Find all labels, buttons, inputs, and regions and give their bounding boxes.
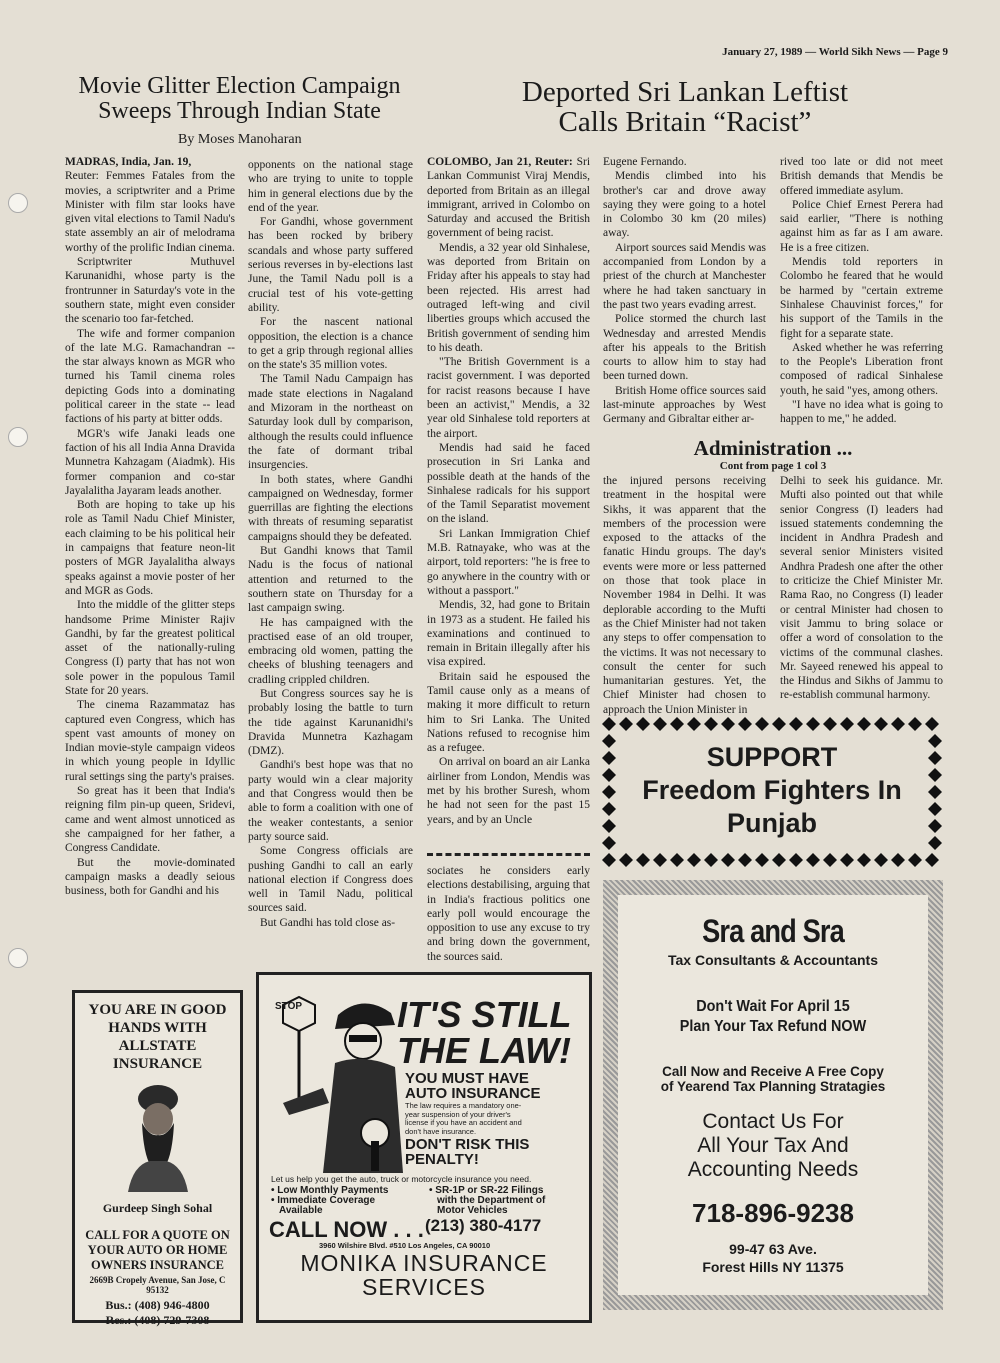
- ad-warning: DON'T RISK THIS PENALTY!: [405, 1136, 530, 1168]
- article-column: [780, 155, 943, 427]
- border-diamond: [823, 853, 837, 867]
- binder-hole: [8, 948, 28, 968]
- border-diamond: [874, 717, 888, 731]
- paragraph: For the nascent national opposition, the election is a chance to get a grip through regional allies on the state's 35 million votes.: [248, 316, 413, 372]
- paragraph: But Gandhi has told close as-: [260, 916, 396, 929]
- paragraph: Scriptwriter Muthuvel Karunanidhi, whose party is the frontrunner in Saturday's vote in the southern state, might even consider the scenario too far-fetched.: [65, 256, 235, 326]
- paragraph: The Tamil Nadu Campaign has made state elections in Nagaland and Mizoram in the northeast on Saturday look dull by comparison, although the results could influence the fate of dormant tribal insurgencies.: [248, 373, 413, 472]
- paragraph: Gandhi's best hope was that no party would win a clear majority and that Congress would then be able to form a coalition with one of the weaker contestants, a senior party source said.: [248, 759, 413, 843]
- paragraph: Police Chief Ernest Perera had said earlier, "There is nothing against him as far as I am aware. He is a free citizen.: [780, 198, 943, 254]
- dateline: COLOMBO, Jan 21, Reuter:: [427, 156, 573, 168]
- border-diamond: [874, 853, 888, 867]
- paragraph: Asked whether he was referring to the People's Liberation front composed of radical Sinhalese youth, he said "yes, among others.: [780, 341, 943, 397]
- border-diamond: [928, 819, 942, 833]
- paragraph: But Congress sources say he is probably losing the battle to turn the tide against Karunanidhi's Dravida Munnetra Kazhagam (DMZ).: [248, 687, 413, 758]
- border-diamond: [687, 853, 701, 867]
- border-diamond: [653, 717, 667, 731]
- article-column: [248, 158, 413, 930]
- border-diamond: [908, 717, 922, 731]
- border-diamond: [602, 836, 616, 850]
- paragraph: So great has it been that India's reigning film pin-up queen, Sridevi, came and went almost unnoticed as she campaigned for her father, a Congress Candidate.: [65, 785, 235, 855]
- support-line: Freedom Fighters In: [642, 775, 902, 805]
- promo-line: Plan Your Tax Refund NOW: [679, 1018, 867, 1035]
- support-line: SUPPORT: [706, 742, 838, 772]
- paragraph: But Gandhi knows that Tamil Nadu is the focus of national attention and returned to the southern state on Thursday for a last campaign swing.: [248, 545, 413, 615]
- company-name: MONIKA INSURANCE SERVICES: [300, 1250, 548, 1300]
- border-diamond: [602, 717, 616, 731]
- paragraph: opponents on the national stage who are trying to unite to topple him in general elections due by the end of the year.: [248, 159, 413, 214]
- offer-line: of Yearend Tax Planning Stratagies: [660, 1079, 886, 1094]
- binder-hole: [8, 193, 28, 213]
- border-diamond: [891, 853, 905, 867]
- article-continuation: [427, 864, 590, 964]
- paragraph: MGR's wife Janaki leads one faction of his all India Anna Dravida Munnetra Kahzagam (Aiadmk). His former companion and co-star Jayalalitha Jayaram leads another.: [65, 427, 235, 497]
- border-diamond: [857, 717, 871, 731]
- border-diamond: [602, 785, 616, 799]
- border-diamond: [928, 734, 942, 748]
- border-diamond: [840, 853, 854, 867]
- border-diamond: [928, 802, 942, 816]
- paragraph: Mendis climbed into his brother's car and drove away saying they were going to a hotel in Colombo 30 km (20 miles) away.: [603, 170, 766, 240]
- paragraph: Into the middle of the glitter steps handsome Prime Minister Rajiv Gandhi, by far the greatest political asset of the nationally-ruling Congress (I) party that has not won sole power in the populous Tamil State for 20 years.: [65, 599, 235, 697]
- border-diamond: [704, 853, 718, 867]
- running-head: January 27, 1989 — World Sikh News — Page 9: [722, 46, 948, 58]
- border-diamond: [653, 853, 667, 867]
- continued-from: Cont from page 1 col 3: [719, 460, 827, 472]
- paragraph: Airport sources said Mendis was accompanied from London by a priest of the church at Manchester where he had taken sanctuary in the past two years evading arrest.: [603, 241, 766, 311]
- border-diamond: [602, 802, 616, 816]
- contact-text: Contact Us For All Your Tax And Accounting Needs: [687, 1110, 859, 1181]
- residence-phone: Res.: (408) 729-7308: [105, 1313, 210, 1327]
- allstate-ad: [72, 990, 243, 1327]
- ad-bullets-right: • SR-1P or SR-22 Filings with the Department of Motor Vehicles: [429, 1185, 546, 1216]
- ad-subheadline: YOU MUST HAVE AUTO INSURANCE: [405, 1070, 541, 1102]
- border-diamond: [772, 853, 786, 867]
- border-diamond: [721, 717, 735, 731]
- paragraph: Sri Lankan Immigration Chief M.B. Ratnayake, who was at the airport, told reporters: "he is free to go anywhere in the country with or without a passport.": [427, 527, 590, 597]
- paragraph: "I have no idea what is going to happen to me," he added.: [780, 399, 943, 426]
- paragraph: The cinema Razammataz has captured even Congress, which has spent vast amounts of money on Indian movie-style campaign videos in which young people in Idyllic rural settings sing the party's praises.: [65, 699, 235, 783]
- agent-photo: [98, 1077, 218, 1192]
- offer-line: Call Now and Receive A Free Copy: [662, 1064, 884, 1079]
- ad-headline: IT'S STILL THE LAW!: [397, 994, 572, 1071]
- promo-line: Don't Wait For April 15: [696, 998, 850, 1015]
- border-diamond: [636, 853, 650, 867]
- paragraph: Britain said he espoused the Tamil cause only as a means of making it more difficult to return him to Sri Lanka. The United Nations refused to recognise him as a refugee.: [427, 670, 590, 755]
- border-diamond: [755, 717, 769, 731]
- paragraph: Reuter: Femmes Fatales from the movies, a scriptwriter and a Prime Minister with film star looks have given vital elections to Tamil Nadu's state assembly an air of melodrama worthy of the prolific Indian cinema.: [65, 170, 235, 254]
- paragraph: He has campaigned with the practised ease of an old trouper, embracing old women, patting the cheeks of blushing teenagers and cradling crippled children.: [248, 616, 413, 686]
- paragraph: For Gandhi, whose government has been rocked by bribery scandals and whose party suffered serious reverses in by-elections last June, the Tamil Nadu poll is a crucial test of his vote-getting ability.: [248, 216, 413, 314]
- firm-name: Sra and Sra: [702, 913, 844, 949]
- border-diamond: [928, 785, 942, 799]
- border-diamond: [789, 717, 803, 731]
- paragraph: Mendis told reporters in Colombo he feared that he would be harmed by "certain extreme Sinhalese Chauvinist forces," for his support of the Tamils in the fight for a separate state.: [780, 256, 943, 340]
- border-diamond: [772, 717, 786, 731]
- border-diamond: [619, 853, 633, 867]
- border-diamond: [602, 819, 616, 833]
- border-diamond: [928, 768, 942, 782]
- article-column: [427, 155, 590, 827]
- address-line: Forest Hills NY 11375: [702, 1259, 844, 1275]
- border-diamond: [670, 853, 684, 867]
- phone-number: 718-896-9238: [692, 1198, 854, 1228]
- article-headline: Deported Sri Lankan Leftist Calls Britain “Racist”: [521, 76, 849, 139]
- paragraph: "The British Government is a racist government. I was deported for racist reasons because I have been an activist," Mendis, a 32 year old Sinhalese told reporters at the airport.: [427, 356, 590, 440]
- paragraph: Mendis, a 32 year old Sinhalese, was deported from Britain on Friday after his appeals to stay had been rejected. His arrest had outraged left-wing and civil liberties groups which accused the British government of sending him to his death.: [427, 241, 590, 354]
- border-diamond: [823, 717, 837, 731]
- business-phone: Bus.: (408) 946-4800: [105, 1298, 210, 1312]
- border-diamond: [755, 853, 769, 867]
- border-diamond: [789, 853, 803, 867]
- address-line: 99-47 63 Ave.: [729, 1241, 817, 1257]
- paragraph: Mendis had said he faced prosecution in Sri Lanka and possible death at the hands of the Sinhalese radicals for his support of the Tamil Separatist movement on the island.: [427, 441, 590, 526]
- quote-cta: CALL FOR A QUOTE ON YOUR AUTO OR HOME OWNERS INSURANCE: [85, 1228, 230, 1272]
- border-diamond: [602, 768, 616, 782]
- ad-help-text: Let us help you get the auto, truck or motorcycle insurance you need.: [271, 1174, 532, 1184]
- support-line: Punjab: [726, 808, 817, 838]
- border-diamond: [636, 717, 650, 731]
- border-diamond: [806, 853, 820, 867]
- agent-name: Gurdeep Singh Sohal: [102, 1201, 213, 1215]
- binder-hole: [8, 427, 28, 447]
- paragraph: COLOMBO, Jan 21, Reuter: Sri Lankan Communist Viraj Mendis, deported from Britain as an illegal immigrant, arrived in Colombo on Saturday and accused the British government of being racist.: [427, 156, 591, 240]
- stop-sign-text: STOP: [275, 1001, 303, 1012]
- ad-fine-print: The law requires a mandatory one-year suspension of your driver's license if you have an accident and don't have insurance.: [405, 1101, 522, 1136]
- border-diamond: [619, 717, 633, 731]
- border-diamond: [806, 717, 820, 731]
- article-column: [65, 155, 235, 898]
- article-column: [603, 474, 766, 717]
- border-diamond: [891, 717, 905, 731]
- dateline: MADRAS, India, Jan. 19,: [65, 156, 192, 168]
- paragraph: Mendis, 32, had gone to Britain in 1973 as a student. He failed his examinations and continued to remain in Britain illegally after his visa expired.: [427, 599, 590, 669]
- paragraph: sociates he considers early elections destabilising, arguing that in India's fractious politics one early poll would encourage the opposition to use any excuse to try and bring down the government, the sources said.: [427, 865, 590, 963]
- border-diamond: [687, 717, 701, 731]
- border-diamond: [602, 751, 616, 765]
- firm-tagline: Tax Consultants & Accountants: [667, 952, 879, 968]
- border-diamond: [908, 853, 922, 867]
- ad-bullets-left: • Low Monthly Payments • Immediate Coverage Available: [271, 1185, 389, 1216]
- tax-ad: [603, 880, 943, 1310]
- border-diamond: [704, 717, 718, 731]
- byline: By Moses Manoharan: [178, 132, 302, 147]
- border-diamond: [840, 717, 854, 731]
- paragraph: the injured persons receiving treatment in the hospital were Sikhs, it was apparent that the members of the procession were exposed to the attacks of the fanatic Hindu groups. The day's events were more or less patterned on those that took place in November 1984 in Delhi. It was deplorable according to the Mufti as the Chief Minister had not taken any steps to offer compensation to the victims. It was not necessary to consult the center for such humanitarian gestures. Yet, the Chief Minister had chosen to approach the Union Minister in: [603, 475, 766, 716]
- allstate-heading: YOU ARE IN GOOD HANDS WITH ALLSTATE INSURANCE: [88, 1002, 227, 1072]
- section-divider: [427, 853, 590, 856]
- phone-number: (213) 380-4177: [425, 1216, 542, 1235]
- paragraph: Police stormed the church last Wednesday and arrested Mendis after his appeals to the British courts to allow him to stay had been turned down.: [603, 313, 766, 383]
- paragraph: But the movie-dominated campaign masks a deadly seious business, both for Gandhi and his: [65, 856, 235, 898]
- article-headline: Administration ...: [693, 436, 853, 460]
- border-diamond: [721, 853, 735, 867]
- paragraph: Eugene Fernando.: [603, 156, 687, 168]
- call-now: CALL NOW . . .: [269, 1217, 424, 1242]
- border-diamond: [602, 734, 616, 748]
- paragraph: On arrival on board an air Lanka airliner from London, Mendis was met by his brother Suresh, whom he had not seen for the past 15 years, and by an Uncle: [427, 756, 590, 826]
- border-diamond: [602, 853, 616, 867]
- paragraph: Some Congress officials are pushing Gandhi to call an early national election if Congress does well in Tamil Nadu, political sources said.: [248, 845, 413, 915]
- border-diamond: [857, 853, 871, 867]
- paragraph: British Home office sources said last-minute approaches by West Germany and Gibraltar either ar-: [603, 384, 766, 426]
- border-diamond: [925, 717, 939, 731]
- ad-address: 3960 Wilshire Blvd. #510 Los Angeles, CA 90010: [319, 1241, 491, 1250]
- article-column: [780, 474, 943, 703]
- border-diamond: [738, 717, 752, 731]
- paragraph: In both states, where Gandhi campaigned on Wednesday, former guerrillas are fighting the elections with threats of resuming separatist campaigns should they be defeated.: [248, 473, 413, 543]
- border-diamond: [925, 853, 939, 867]
- paragraph: The wife and former companion of the late M.G. Ramachandran -- the star always known as MGR who turned his Tamil cinema roles depicting Gods into a dominating political career in the state -- lead factions of his party at bitter odds.: [65, 327, 235, 426]
- agent-address: 2669B Cropely Avenue, San Jose, C: [89, 1275, 226, 1285]
- paragraph: Delhi to seek his guidance. Mr. Mufti also pointed out that while senior Congress (I) leaders had issued statements condemning the incident in Andhra Pradesh and several senior Ministers visited Andhra Pradesh one after the other to criticize the Chief Minister Mr. Rama Rao, no Congress (I) leader or central Minister had chosen to visit Jammu to bring solace or offer a word of consolation to the victims of the communal clashes. Mr. Sayeed renewed his appeal to the Hindus and Sikhs of Jammu to re-establish communal harmony.: [780, 475, 943, 702]
- border-diamond: [928, 836, 942, 850]
- border-diamond: [738, 853, 752, 867]
- article-column: [603, 155, 766, 427]
- border-diamond: [928, 751, 942, 765]
- paragraph: Both are hoping to take up his role as Tamil Nadu Chief Minister, each claiming to be his political heir in campaigns that feature neon-lit posters of MGR Jayalalitha always speaks against a movie poster of her and MGR as Gods.: [65, 499, 235, 597]
- monika-insurance-ad: [256, 972, 592, 1323]
- support-ad: [602, 717, 942, 867]
- article-headline: Movie Glitter Election Campaign Sweeps Through Indian State: [78, 73, 401, 125]
- paragraph: rived too late or did not meet British demands that Mendis be offered immediate asylum.: [780, 156, 943, 197]
- border-diamond: [670, 717, 684, 731]
- agent-zip: 95132: [146, 1285, 169, 1295]
